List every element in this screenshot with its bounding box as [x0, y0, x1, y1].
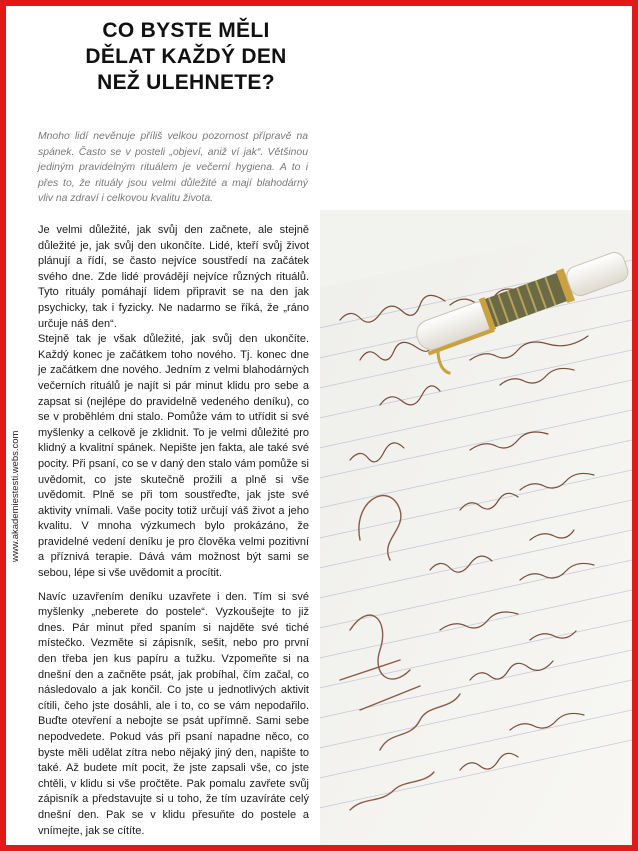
red-frame-right: [632, 0, 638, 851]
notebook-pen-photo: [320, 210, 632, 845]
red-frame-bottom: [0, 845, 638, 851]
red-frame-top: [0, 0, 638, 6]
red-frame-left: [0, 0, 6, 851]
intro-paragraph: Mnoho lidí nevěnuje příliš velkou pozornost přípravě na spánek. Často se v posteli „objeví, aniž ví jak“. Většinou jediným pravidelným rituálem je večerní hygiena. A to i přes to, že rituály jsou velmi důležité a mají blahodárný vliv na zdraví i celkovou kvalitu života.: [38, 131, 308, 205]
title-line-3: NEŽ ULEHNETE?: [97, 71, 275, 94]
website-url-vertical[interactable]: [8, 280, 26, 580]
paragraph-3: Navíc uzavřením deníku uzavřete i den. Tím si své myšlenky „neberete do postele“. Vyzkoušejte to již dnes. Pár minut před spaním si najděte své tiché místečko. Vezměte si zápisník, sešit, nebo pro první den třeba jen kus papíru a tužku. Vzpomeňte si na dnešní den a začněte psát, jak probíhal, čím začal, co následovalo a jak končil. Co jste u jednotlivých aktivit cítili, čeho jste dosáhli, ale i to, co se vám nepodařilo. Buďte otevření a nebojte se psát upřímně. Sami sebe nepodvedete. Pokud vás při psaní napadne něco, co byste měli udělat zítra nebo nějaký jiný den, napište to také. Až budete mít pocit, že jste zapsali vše, co jste chtěli, v klidu si vše pročtěte. Pak pomalu zavřete svůj zápisník a představujte si u toho, že tím uzavíráte celý dnešní den. Pak se v klidu přesuňte do postele a vnímejte, jak se cítíte.: [38, 590, 309, 837]
paragraph-2: Stejně tak je však důležité, jak svůj den ukončíte. Každý konec je začátkem toho nového. Tj. konec dne je začátkem dne nového. Jedním z velmi blahodárných večerních rituálů je najít si pár minut klidu pro sebe a zapsat si (nejlépe do pravidelně vedeného deníku), co se v proběhlém dni stalo. Pomůže vám to utřídit si své myšlenky a celkově je zklidnit. To je velmi důležité pro klidný a kvalitní spánek. Nepište jen fakta, ale také své pocity. Při psaní, co se v daný den stalo vám pomůže si uvědomit, co jste skutečně prožili a plně si vše uvědomit. Plně se při tom soustřeďte, jak jste své aktivity vnímali. Vaše pocity totiž určují váš život a jeho kvalitu. V mnoha výzkumech bylo prokázáno, že pravidelné vedení deníku je pro člověka velmi pozitivní a příznivá terapie. Dává vám možnost být sami se sebou, lépe si vše uvědomit a procítit.: [38, 333, 309, 580]
website-url-text[interactable]: www.akademiestesti.webs.com: [10, 430, 21, 562]
page-title: [40, 18, 332, 96]
paragraph-1: Je velmi důležité, jak svůj den začnete, ale stejně důležité je, jak svůj den ukončíte. Lidé, kteří svůj život plánují a řídí, se často nejvíce soustředí na začátek svého dne. Zde lidé provádějí nejvíce různých rituálů. Tyto rituály pomáhají lidem připravit se na den jak psychicky, tak i fyzicky. Ne nadarmo se říká, že „ráno určuje náš den“.: [38, 224, 309, 330]
title-line-1: CO BYSTE MĚLI: [102, 19, 270, 42]
title-line-2: DĚLAT KAŽDÝ DEN: [85, 45, 287, 68]
article-body: [38, 223, 309, 839]
